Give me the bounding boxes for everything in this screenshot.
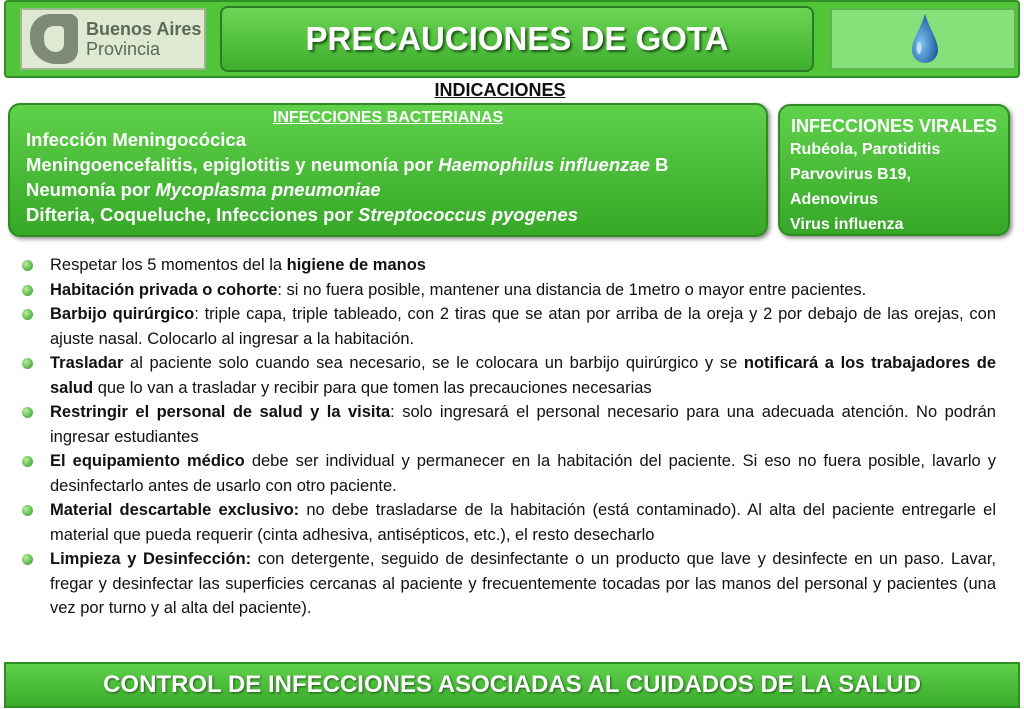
footer-banner: [4, 662, 1020, 708]
precautions-list: [22, 253, 996, 621]
list-item: Limpieza y Desinfección: con detergente, seguido de desinfectante o un producto que lave y desinfecte en un paso. Lavar, fregar y desinfectar las superficies cercanas al paciente y frecuentemente tocadas por las manos del personal y pacientes (una vez por turno y al alta del paciente).: [22, 547, 996, 621]
list-item: Barbijo quirúrgico: triple capa, triple tableado, con 2 tiras que se atan por arriba de la oreja y 2 por debajo de las orejas, con ajuste nasal. Colocarlo al ingresar a la habitación.: [22, 302, 996, 351]
viral-item: Adenovirus: [790, 191, 879, 208]
drop-panel: [830, 8, 1016, 70]
bacterial-line: Infección Meningocócica: [26, 129, 246, 150]
title-box: [220, 6, 814, 72]
viral-item: Rubéola, Parotiditis: [790, 141, 941, 158]
bacterial-line: Neumonía por Mycoplasma pneumoniae: [26, 179, 381, 200]
logo-line2: Provincia: [86, 39, 161, 59]
province-map-icon: [30, 14, 78, 64]
bacterial-infections-box: [8, 103, 768, 237]
viral-item: Parvovirus B19,: [790, 166, 911, 183]
bacterial-heading: INFECCIONES BACTERIANAS: [272, 109, 504, 126]
header-banner: [4, 0, 1020, 78]
list-item: Habitación privada o cohorte: si no fuera posible, mantener una distancia de 1metro o mayor entre pacientes.: [22, 278, 996, 303]
viral-infections-box: [778, 104, 1010, 236]
water-drop-icon: [910, 12, 940, 66]
footer-text: CONTROL DE INFECCIONES ASOCIADAS AL CUIDADOS DE LA SALUD: [103, 671, 921, 698]
list-item: El equipamiento médico debe ser individual y permanecer en la habitación del paciente. Si eso no fuera posible, lavarlo y desinfectarlo antes de usarlo con otro paciente.: [22, 449, 996, 498]
viral-item: Virus influenza: [790, 216, 904, 233]
logo: [20, 8, 206, 70]
page-title: PRECAUCIONES DE GOTA: [305, 20, 729, 57]
indications-heading: INDICACIONES: [434, 80, 566, 100]
logo-text: [86, 19, 201, 59]
viral-heading: INFECCIONES VIRALES: [790, 116, 998, 136]
bacterial-line: Difteria, Coqueluche, Infecciones por Streptococcus pyogenes: [26, 204, 579, 225]
list-item: Material descartable exclusivo: no debe trasladarse de la habitación (está contaminado). Al alta del paciente entregarle el material que pueda requerir (cinta adhesiva, antisépticos, etc.), el resto desecharlo: [22, 498, 996, 547]
bacterial-line: Meningoencefalitis, epiglotitis y neumonía por Haemophilus influenzae B: [26, 154, 669, 175]
list-item: Restringir el personal de salud y la visita: solo ingresará el personal necesario para una adecuada atención. No podrán ingresar estudiantes: [22, 400, 996, 449]
logo-line1: Buenos Aires: [86, 19, 202, 39]
list-item: Respetar los 5 momentos del la higiene de manos: [22, 253, 996, 278]
list-item: Trasladar al paciente solo cuando sea necesario, se le colocara un barbijo quirúrgico y se notificará a los trabajadores de salud que lo van a trasladar y recibir para que tomen las precauciones necesarias: [22, 351, 996, 400]
